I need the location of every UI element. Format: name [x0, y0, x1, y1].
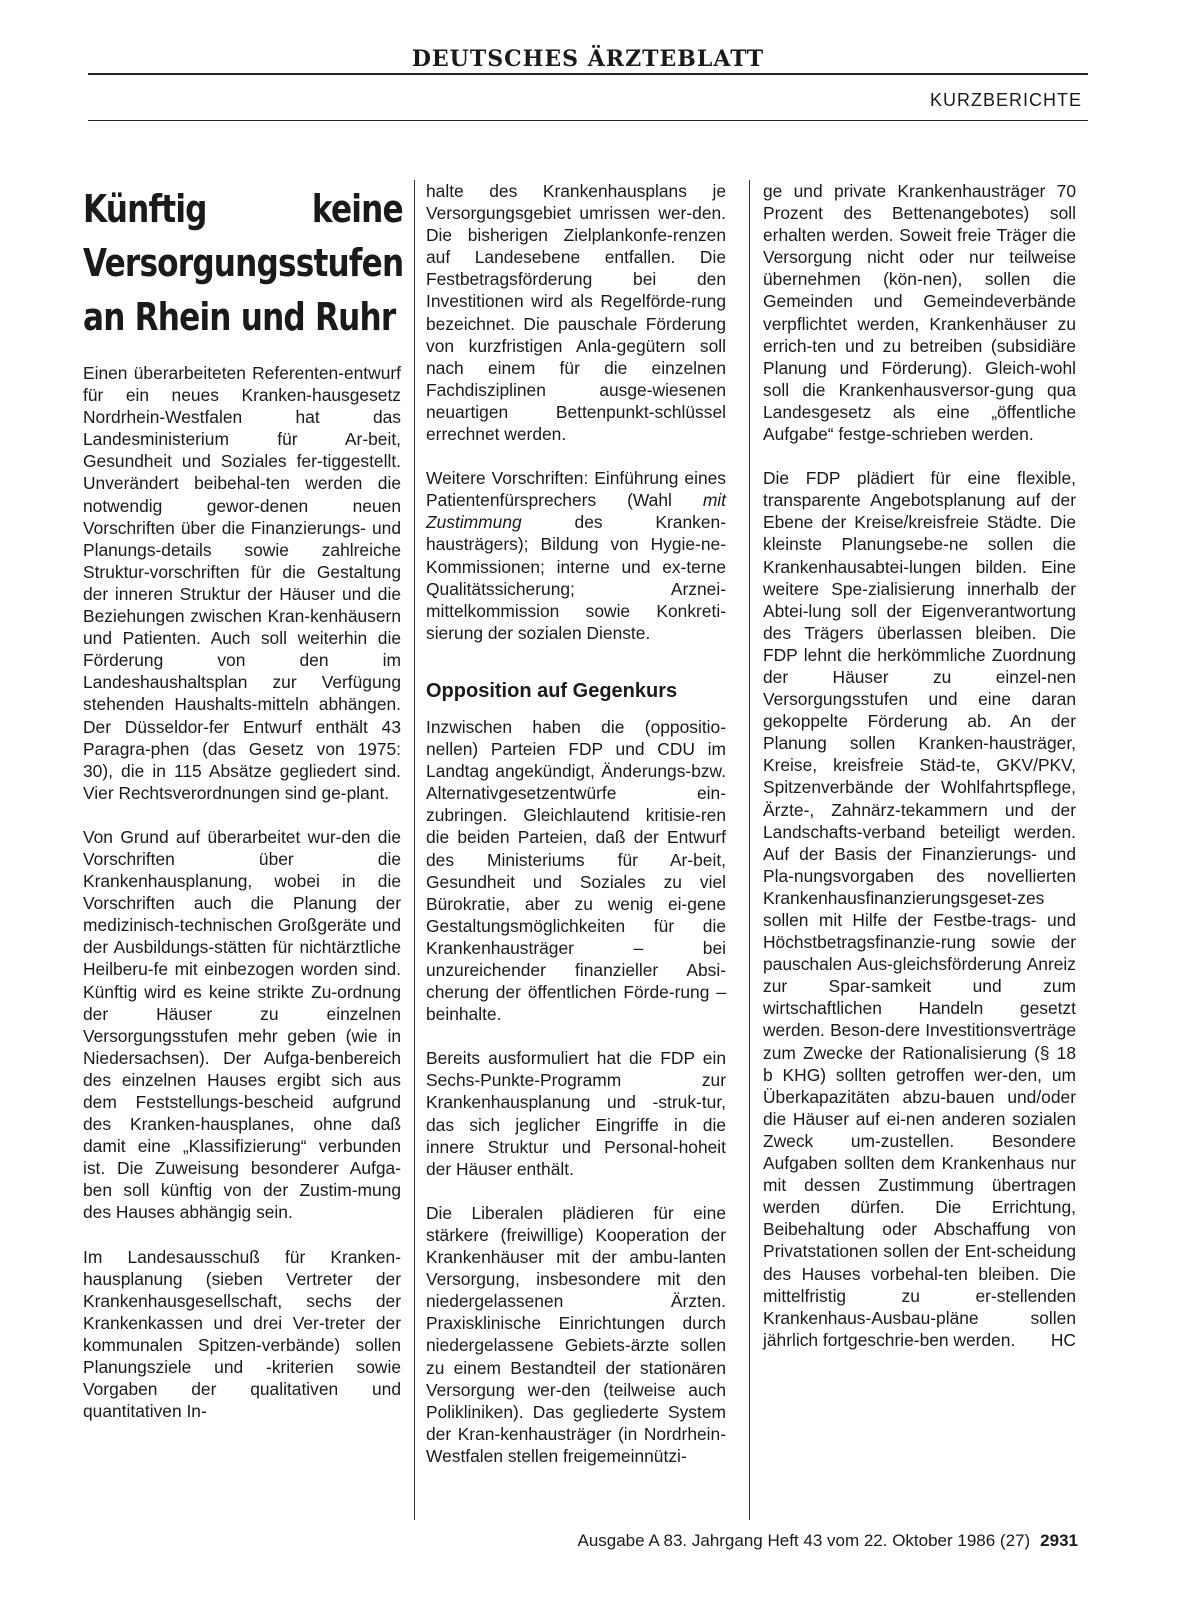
- column-1: [83, 182, 404, 1422]
- edition-info: Ausgabe A 83. Jahrgang Heft 43 vom 22. Oktober 1986 (27): [577, 1531, 1031, 1550]
- subheading: Opposition auf Gegenkurs: [426, 679, 678, 702]
- column-divider-1: [414, 180, 415, 1520]
- paragraph: ge und private Krankenhausträger 70 Prozent des Bettenangebotes) soll erhalten werden. Soweit freie Träger die Versorgung nicht oder nur teilweise übernehmen (kön-nen), sollen die Gemeinden und Gemeindeverbände verpflichtet werden, Krankenhäuser zu errich-ten und zu betreiben (subsidiäre Planung und Förderung). Gleich-wohl soll die Krankenhausversor-gung qua Landesgesetz als eine „öffentliche Aufgabe“ festge-schrieben werden.: [763, 181, 1076, 445]
- section-label: KURZBERICHTE: [929, 90, 1082, 110]
- section-rule: [88, 120, 1088, 121]
- column-3: [763, 180, 1076, 1351]
- paragraph: [426, 467, 726, 644]
- paragraph: Einen überarbeiteten Referenten-entwurf für ein neues Kranken-hausgesetz Nordrhein-Westfalen hat das Landesministerium für Ar-beit, Gesundheit und Soziales fer-tiggestellt. Unverändert beibehal-ten werden die notwendig gewor-denen neuen Vorschriften über die Finanzierungs- und Planungs-details sowie zahlreiche Struktur-vorschriften für die Gestaltung der inneren Struktur der Häuser und die Beziehungen zwischen Kran-kenhäusern und Patienten. Auch soll weiterhin die Förderung von den im Landeshaushaltsplan zur Verfügung stehenden Haushalts-mitteln abhängen. Der Düsseldor-fer Entwurf enthält 43 Paragra-phen (das Gesetz von 1975: 30), die in 115 Absätze gegliedert sind. Vier Rechtsverordnungen sind ge-plant.: [83, 363, 401, 803]
- text-run: Weitere Vorschriften: Einführung eines Patientenfürsprechers (Wahl: [426, 468, 726, 511]
- paragraph: Die Liberalen plädieren für eine stärkere (freiwillige) Kooperation der Krankenhäuser mit der ambu-lanten Versorgung, insbesondere mit den niedergelassenen Ärzten. Praxisklinische Einrichtungen durch niedergelassene Gebiets-ärzte sollen zu einem Bestandteil der stationären Versorgung wer-den (teilweise auch Polikliniken). Das gegliederte System der Kran-kenhausträger (in Nordrhein-Westfalen stellen freigemeinnützi-: [426, 1202, 726, 1466]
- paragraph: halte des Krankenhausplans je Versorgungsgebiet umrissen wer-den. Die bisherigen Zielplankonfe-renzen auf Landesebene entfallen. Die Festbetragsförderung bei den Investitionen wird als Regelförde-rung bezeichnet. Die pauschale Förderung von kurzfristigen Anla-gegütern soll nach einem für die einzelnen Fachdisziplinen ausge-wiesenen neuartigen Bettenpunkt-schlüssel errechnet werden.: [426, 181, 726, 445]
- italic-run: mit Zustimmung: [426, 490, 726, 533]
- author-signature: HC: [1050, 1329, 1076, 1350]
- paragraph: Bereits ausformuliert hat die FDP ein Sechs-Punkte-Programm zur Krankenhausplanung und -struk-tur, das sich jeglicher Eingriffe in die innere Struktur und Personal-hoheit der Häuser enthält.: [426, 1048, 726, 1179]
- page-footer: [577, 1531, 1078, 1551]
- text-run: Die FDP plädiert für eine flexible, transparente Angebotsplanung auf der Ebene der Kreise/kreisfreie Städte. Die kleinste Planungsebe-ne sollen die Krankenhausabtei-lungen bilden. Eine weitere Spe-zialisierung innerhalb der Abtei-lung soll der Eigenverantwortung des Trägers überlassen bleiben. Die FDP lehnt die herkömmliche Zuordnung der Häuser zu einzel-nen Versorgungsstufen und eine daran gekoppelte Förderung ab. An der Planung sollen Kranken-hausträger, Kreise, kreisfreie Städ-te, GKV/PKV, Spitzenverbände der Wohlfahrtspflege, Ärzte-, Zahnärz-tekammern und der Landschafts-verband beteiligt werden. Auf der Basis der Finanzierungs- und Pla-nungsvorgaben des novellierten Krankenhausfinanzierungsgeset-zes sollen mit Hilfe der Festbe-trags- und Höchstbetragsfinanzie-rung sowie der pauschalen Aus-gleichsförderung Anreiz zur Spar-samkeit und zum wirtschaftlichen Handeln gesetzt werden. Beson-dere Investitionsverträge zum Zwecke der Rationalisierung (§ 18 b KHG) sollten getroffen wer-den, um Überkapazitäten abzu-bauen und/oder die Häuser auf ei-nen anderen sozialen Zweck um-zustellen. Besondere Aufgaben sollten dem Krankenhaus nur mit dessen Zustimmung übertragen werden dürfen. Die Errichtung, Beibehaltung oder Abschaffung von Privatstationen sollen der Ent-scheidung des Hauses vorbehal-ten bleiben. Die mittelfristig zu er-stellenden Krankenhaus-Ausbau-pläne sollen jährlich fortgeschrie-ben werden.: [763, 468, 1076, 1350]
- masthead: DEUTSCHES ÄRZTEBLATT: [411, 46, 765, 72]
- paragraph: Inzwischen haben die (oppositio-nellen) Parteien FDP und CDU im Landtag angekündigt, Änderungs-bzw. Alternativgesetzentwürfe ein-zubringen. Gleichlautend kritisie-ren die beiden Parteien, daß der Entwurf des Ministeriums für Ar-beit, Gesundheit und Soziales zu viel Bürokratie, aber zu wenig ei-gene Gestaltungsmöglichkeiten für die Krankenhausträger – bei unzureichender finanzieller Absi-cherung der öffentlichen Förde-rung – beinhalte.: [426, 716, 726, 1025]
- page-number: 2931: [1040, 1531, 1078, 1550]
- column-2: [426, 180, 726, 1467]
- paragraph: [763, 467, 1076, 1351]
- paragraph: Von Grund auf überarbeitet wur-den die Vorschriften über die Krankenhausplanung, wobei in die Vorschriften auch die Planung der medizinisch-technischen Großgeräte und der Ausbildungs-stätten für nichtärztliche Heilberu-fe mit einbezogen worden sind. Künftig wird es keine strikte Zu-ordnung der Häuser zu einzelnen Versorgungsstufen mehr geben (wie in Niedersachsen). Der Aufga-benbereich des einzelnen Hauses ergibt sich aus dem Feststellungs-bescheid aufgrund des Kranken-hausplanes, ohne daß damit eine „Klassifizierung“ verbunden ist. Die Zuweisung besonderer Aufga-ben soll künftig von der Zustim-mung des Hauses abhängig sein.: [83, 826, 401, 1223]
- paragraph: Im Landesausschuß für Kranken-hausplanung (sieben Vertreter der Krankenhausgesellschaft, sechs der Krankenkassen und drei Ver-treter der kommunalen Spitzen-verbände) sollen Planungsziele und -kriterien sowie Vorgaben der qualitativen und quantitativen In-: [83, 1246, 401, 1422]
- text-run: des Kranken-hausträgers); Bildung von Hygie-ne-Kommissionen; interne und ex-terne Qualitätssicherung; Arznei-mittelkommission sowie Konkreti-sierung der sozialen Dienste.: [426, 512, 726, 643]
- column-divider-2: [749, 180, 750, 1520]
- article-headline: Künftig keine Versorgungsstufen an Rhein und Ruhr: [83, 187, 404, 339]
- masthead-rule: [88, 73, 1088, 75]
